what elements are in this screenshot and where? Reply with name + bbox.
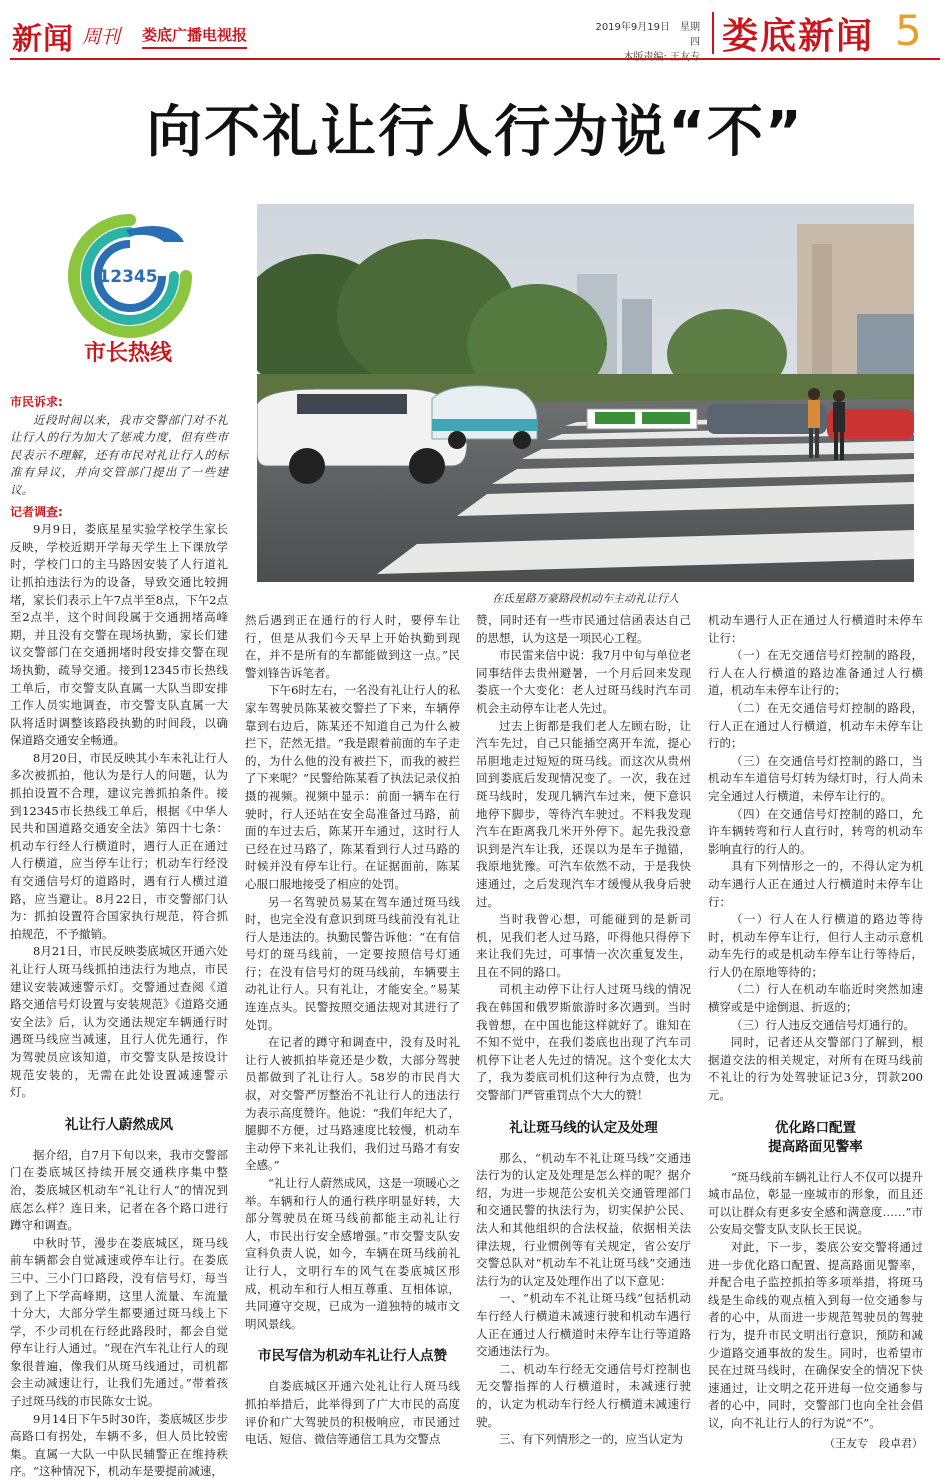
paragraph: 司机主动停下让行人过斑马线的情况我在韩国和俄罗斯旅游时多次遇到。当时我曾想，在中国也能这样就好了。谁知在不知不觉中，在我们娄底也出现了汽车司机停下让老人先过的情况。这个变化太大了，我为娄底司机们这种行为点赞，也为交警部门严管重罚点个大大的赞！: [476, 982, 691, 1103]
paragraph: 在记者的蹲守和调查中，没有及时礼让行人被抓拍毕竟还是少数，大部分驾驶员都做到了礼让行人。58岁的市民肖大叔，对交警严厉整治不礼让行人的违法行为表示高度赞许。他说：“我们年纪大了，腿脚不方便，过马路速度比较慢，机动车主动停下来礼让我们，我们过马路才有安全感。”: [245, 1035, 460, 1173]
masthead-rule: [10, 58, 940, 60]
paragraph: 9月14日下午5时30许，娄底城区步步高路口有拐处，车辆不多，但人员比较密集。直属一大队一中队民辅警正在维持秩序。“这种情况下，机动车是要提前减速，: [10, 1411, 228, 1479]
paragraph: 机动车遇行人正在通过人行横道时未停车让行：: [708, 613, 923, 645]
article-column-4: [708, 612, 923, 1452]
paragraph: （四）在交通信号灯控制的路口，允许车辆转弯和行人直行时，转弯的机动车影响直行的行人的。: [708, 806, 923, 856]
paragraph: 8月21日，市民反映娄底城区开通六处礼让行人斑马线抓拍违法行为地点，市民建议安装减速警示灯。交警通过查阅《道路交通信号灯设置与安装规范》《道路交通安全法》后，认为交通法规定车辆通行时遇斑马线应当减速，且行人优先通行，作为驾驶员应该知道，市交警支队是按设计规范安装的，无需在此处设置减速警示灯。: [10, 944, 228, 1100]
paragraph: 8月20日，市民反映其小车未礼让行人多次被抓拍，他认为是行人的问题，认为抓拍设置不合理，建议完善抓拍条件。接到12345市长热线工单后，根据《中华人民共和国道路交通安全法》第四十七条：机动车行经人行横道时，遇行人正在通过人行横道，应当停车让行；机动车行经没有交通信号灯的道路时，遇有行人横过道路，应当避让。8月22日，市交警部门认为：抓拍设置符合国家执行规范，符合抓拍规范，不予撤销。: [10, 750, 228, 941]
paragraph: 二、机动车行经无交通信号灯控制也无交警指挥的人行横道时，未减速行驶的，认定为机动车行经人行横道未减速行驶。: [476, 1361, 691, 1429]
newspaper-weekly-label: 周刊: [82, 26, 121, 48]
paragraph: 据介绍，自7月下旬以来，我市交警部门在娄底城区持续开展交通秩序集中整治，娄底城区机动车“礼让行人”的情况到底怎么样？连日来，记者在各个路口进行蹲守和调查。: [10, 1147, 228, 1233]
hotline-number: 12345: [98, 267, 158, 287]
paragraph: 具有下列情形之一的，不得认定为机动车遇行人正在通过人行横道时未停车让行：: [708, 859, 923, 909]
newspaper-source: 娄底广播电视报: [142, 24, 247, 49]
paragraph: 同时，记者还从交警部门了解到，根据道交法的相关规定，对所有在斑马线前不礼让的行为处驾驶证记3分，罚款200元。: [708, 1035, 923, 1103]
subheading: [708, 1119, 923, 1157]
paragraph: 自娄底城区开通六处礼让行人斑马线抓拍举措后，此举得到了广大市民的高度评价和广大驾驶员的积极响应，市民通过电话、短信、微信等通信工具为交警点: [245, 1379, 460, 1447]
article-column-3: [476, 612, 691, 1449]
page-headline: 向不礼让行人行为说“不”: [146, 100, 804, 165]
appeal-label: 市民诉求:: [10, 395, 63, 409]
paragraph: 中秋时节，漫步在娄底城区，斑马线前车辆都会自觉减速或停车让行。在娄底三中、三小门口路段，没有信号灯，每当到了上下学高峰期，这里人流量、车流量十分大，大部分学生都要通过斑马线上下学，不少司机在行经此路段时，都会自觉停车让行人通过。“现在汽车礼让行人的现象很普遍，像我们从斑马线通过，司机都会主动减速让行，让我们先通过。”带着孩子过斑马线的市民陈女士说。: [10, 1235, 228, 1409]
section-divider: [712, 12, 714, 54]
hotline-logo: [60, 212, 200, 372]
subheading: 礼让行人蔚然成风: [65, 1116, 173, 1133]
subheading-line-1: 优化路口配置: [775, 1119, 856, 1136]
photo-caption: 在氐星路万豪路段机动车主动礼让行人: [492, 592, 679, 605]
article-column-2: [245, 612, 460, 1449]
investigation-label: 记者调查:: [10, 504, 63, 519]
paragraph: 市民雷来信中说：我7月中旬与单位老同事结伴去贵州避暑，一个月后回来发现娄底一个大变化：老人过斑马线时汽车司机会主动停车让老人先过。: [476, 648, 691, 715]
newspaper-brand: 新闻: [12, 22, 74, 57]
issue-date: 2019年9月19日 星期四: [595, 22, 700, 48]
hotline-name: 市长热线: [83, 341, 173, 366]
page-number: 5: [895, 6, 922, 55]
paragraph: 下午6时左右，一名没有礼让行人的私家车驾驶员陈某被交警拦了下来，车辆停靠到右边后，陈某还不知道自己为什么被拦下，茫然无措。“我是跟着前面的车子走的，为什么他的没有被拦下，而我的被拦了下来呢？”民警给陈某看了执法记录仪拍摄的视频。视频中显示：前面一辆车在行驶时，行人还站在安全岛准备过马路，前面的车过去后，陈某开车通过，这时行人已经在过马路了，陈某看到行人过马路的时候并没有停车让行。在证据面前，陈某心服口服地接受了相应的处罚。: [245, 683, 460, 891]
section-title: 娄底新闻: [722, 16, 875, 57]
paragraph: 过去上街都是我们老人左顾右盼，让汽车先过，自己只能插空离开车流，提心吊胆地走过短短的斑马线。而这次从贵州回到娄底后发现情况变了。一次，我在过斑马线时，发现几辆汽车过来，便下意识地停下脚步，等待汽车驶过。不料我发现汽车在距离我几米开外停下。起先我没意识到是汽车让我，还误以为是车子抛锚，我原地犹豫。可汽车依然不动，于是我快速通过，之后发现汽车才缓慢从我身后驶过。: [476, 718, 691, 909]
paragraph: “斑马线前车辆礼让行人不仅可以提升城市品位，彰显一座城市的形象，而且还可以让群众有更多安全感和满意度……”市公安局交警支队支队长王民说。: [708, 1169, 923, 1237]
byline: （王友专 段卓君）: [824, 1436, 923, 1450]
subheading: 礼让斑马线的认定及处理: [509, 1119, 658, 1136]
paragraph: 三、有下列情形之一的，应当认定为: [499, 1432, 683, 1447]
paragraph: 一、“机动车不礼让斑马线”包括机动车行经人行横道未减速行驶和机动车遇行人正在通过人行横道时未停车让行等道路交通违法行为。: [476, 1291, 691, 1359]
paragraph: （三）行人违反交通信号灯通行的。: [731, 1017, 915, 1032]
appeal-text: 近段时间以来，我市交警部门对不礼让行人的行为加大了惩戒力度，但有些市民表示不理解，还有市民对礼让行人的标准有异议，并向交管部门提出了一些建议。: [10, 412, 228, 497]
paragraph: （三）在交通信号灯控制的路口，当机动车车道信号灯转为绿灯时，行人尚未完全通过人行横道，未停车让行的。: [708, 753, 923, 803]
paragraph: 当时我曾心想，可能碰到的是新司机，见我们老人过马路，吓得他只得停下来让我们先过，可事情一次次重复发生，且在不同的路口。: [476, 912, 691, 979]
paragraph: 然后遇到正在通行的行人时，要停车让行，但是从我们今天早上开始执勤到现在，并不是所有的车都能做到这一点。”民警刘锋告诉笔者。: [245, 613, 460, 680]
paragraph: “礼让行人蔚然成风，这是一项暖心之举。车辆和行人的通行秩序明显好转，大部分驾驶员在斑马线前都能主动礼让行人，市民出行安全感增强。”市交警支队安宣科负责人说，如今，车辆在斑马线前礼让行人，文明行车的风气在娄底城区形成，机动车和行人相互尊重、互相体谅，共同遵守交规，已成为一道独特的城市文明风景线。: [245, 1176, 460, 1331]
subheading-line-2: 提高路面见警率: [768, 1138, 863, 1155]
subheading: 市民写信为机动车礼让行人点赞: [258, 1348, 447, 1365]
paragraph: （二）行人在机动车临近时突然加速横穿或是中途倒退、折返的；: [708, 982, 923, 1015]
paragraph: （二）在无交通信号灯控制的路段，行人正在通过人行横道，机动车未停车让行的；: [708, 700, 923, 751]
article-column-1: [10, 390, 228, 1481]
street-photo: [257, 204, 914, 582]
paragraph: 赞，同时还有一些市民通过信函表达自己的思想，认为这是一项民心工程。: [476, 613, 691, 645]
paragraph: 另一名驾驶员易某在驾车通过斑马线时，也完全没有意识到斑马线前没有礼让行人是违法的。执勤民警告诉他：“在有信号灯的斑马线前，一定要按照信号灯通行；在没有信号灯的斑马线前，车辆要主动礼让行人。只有礼让，才能安全。”易某连连点头。民警按照交通法规对其进行了处罚。: [245, 894, 460, 1032]
paragraph: 对此，下一步，娄底公安交警将通过进一步优化路口配置、提高路面见警率，并配合电子监控抓拍等多项举措，将斑马线是生命线的观点植入到每一位交通参与者的心中，从而进一步规范驾驶员的驾驶行为，提升市民文明出行意识，预防和减少道路交通事故的发生。同时，也希望市民在过斑马线时，在确保安全的情况下快速通过，让文明之花开进每一位交通参与者的心中，同时，交警部门也向全社会倡议，向不礼让行人的行为说“不”。: [708, 1240, 923, 1430]
paragraph: （一）行人在人行横道的路边等待时，机动车停车让行，但行人主动示意机动车先行的或是机动车停车让行等待后，行人仍在原地等待的；: [708, 912, 923, 979]
paragraph: （一）在无交通信号灯控制的路段，行人在人行横道的路边准备通过人行横道，机动车未停车让行的；: [708, 648, 923, 698]
paragraph: 9月9日，娄底星星实验学校学生家长反映，学校近期开学每天学生上下课放学时，学校门口的主马路因安装了人行道礼让抓拍违法行为的设备，导致交通比较拥堵，家长们表示上午7点半至8点，下午2点至2点半，这个时间段属于交通拥堵高峰期，并且没有交警在现场执勤，家长们建议交警部门在交通拥堵时段安排交警在现场执勤，疏导交通。接到12345市长热线工单后，市交警支队直属一大队当即安排工作人员实地调查，市交警支队直属一大队将适时调整该路段执勤的时间段，以确保道路交通安全畅通。: [10, 522, 228, 748]
paragraph: 那么，“机动车不礼让斑马线”交通违法行为的认定及处理是怎么样的呢？据介绍，为进一步规范公安机关交通管理部门和交通民警的执法行为，切实保护公民、法人和其他组织的合法权益，依据相关法律法规，行业惯例等有关规定，省公安厅交警总队对“机动车不礼让斑马线”交通违法行为的认定及处理作出了以下意见：: [476, 1150, 691, 1288]
